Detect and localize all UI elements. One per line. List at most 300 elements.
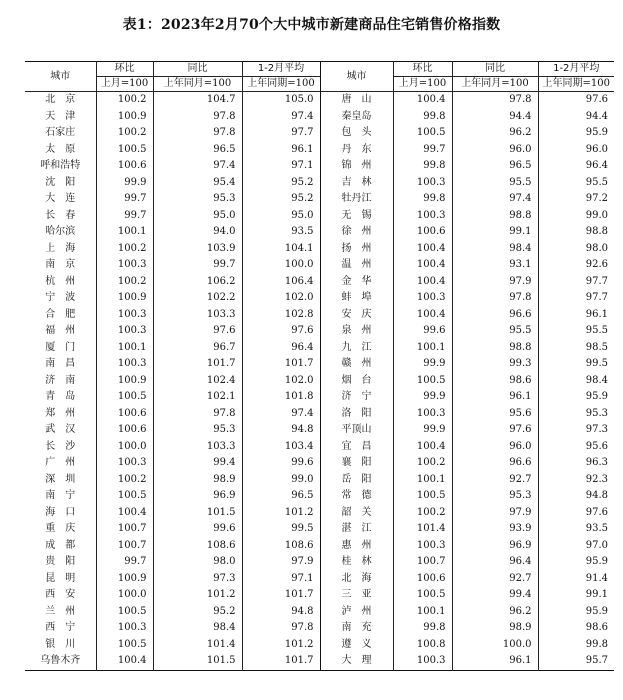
mom-value-cell: 99.7: [393, 142, 452, 159]
yoy-value-cell: 92.7: [452, 472, 538, 489]
mom-value-cell: 100.4: [393, 257, 452, 274]
city-name-cell: 兰 州: [45, 605, 76, 617]
city-name-cell: 济 宁: [320, 389, 393, 406]
table-title: 表1：2023年2月70个大中城市新建商品住宅销售价格指数: [122, 17, 501, 33]
yoy-value-cell: 96.1: [452, 653, 538, 670]
city-name-cell: 石家庄: [45, 127, 76, 139]
mom-value-cell: 100.5: [393, 488, 452, 505]
yoy-value-cell: 92.7: [452, 571, 538, 588]
mom-value-cell: 99.8: [393, 620, 452, 637]
avg-value-cell: 103.4: [242, 439, 320, 456]
yoy-value-cell: 95.3: [153, 422, 242, 439]
avg-value-cell: 101.7: [242, 356, 320, 373]
yoy-value-cell: 95.5: [452, 323, 538, 340]
mom-value-cell: 100.2: [393, 505, 452, 522]
yoy-value-cell: 100.0: [452, 637, 538, 654]
avg-value-cell: 96.1: [242, 142, 320, 159]
city-name-cell: 银 川: [45, 638, 76, 650]
city-name-cell: 西 宁: [45, 622, 76, 634]
table-row: [25, 373, 614, 390]
mom-value-cell: 100.9: [96, 571, 153, 588]
yoy-value-cell: 99.6: [153, 521, 242, 538]
avg-value-cell: 102.0: [242, 373, 320, 390]
yoy-value-cell: 108.6: [153, 538, 242, 555]
avg-base-label-2: 上年同期=100: [538, 77, 614, 92]
table-row: [25, 323, 614, 340]
city-name-cell: 常 德: [320, 488, 393, 505]
mom-value-cell: 100.5: [393, 373, 452, 390]
city-name-cell: 韶 关: [320, 505, 393, 522]
avg-value-cell: 99.1: [538, 587, 614, 604]
mom-value-cell: 100.5: [96, 488, 153, 505]
mom-column-header: 环比: [96, 62, 153, 77]
mom-value-cell: 100.1: [393, 472, 452, 489]
table-row: [25, 604, 614, 621]
mom-value-cell: 99.6: [393, 323, 452, 340]
yoy-value-cell: 97.9: [452, 505, 538, 522]
yoy-value-cell: 95.3: [153, 191, 242, 208]
avg-value-cell: 105.0: [242, 92, 320, 109]
yoy-value-cell: 97.4: [452, 191, 538, 208]
mom-value-cell: 100.9: [96, 290, 153, 307]
city-name-cell: 长 沙: [45, 440, 76, 452]
yoy-value-cell: 96.2: [452, 125, 538, 142]
mom-value-cell: 100.3: [393, 406, 452, 423]
city-name-cell: 厦 门: [45, 341, 76, 353]
yoy-value-cell: 97.6: [452, 422, 538, 439]
mom-value-cell: 100.6: [96, 422, 153, 439]
avg-base-label: 上年同期=100: [242, 77, 320, 92]
avg-value-cell: 93.5: [538, 521, 614, 538]
city-name-cell: 成 都: [45, 539, 76, 551]
city-name-cell: 西 安: [45, 589, 76, 601]
avg-value-cell: 99.5: [242, 521, 320, 538]
yoy-value-cell: 96.9: [153, 488, 242, 505]
mom-value-cell: 100.0: [96, 439, 153, 456]
yoy-value-cell: 103.3: [153, 439, 242, 456]
avg-value-cell: 97.1: [242, 571, 320, 588]
mom-value-cell: 99.9: [393, 389, 452, 406]
mom-value-cell: 100.7: [96, 538, 153, 555]
avg-value-cell: 94.8: [538, 488, 614, 505]
city-name-cell: 广 州: [45, 457, 76, 469]
mom-value-cell: 100.3: [393, 653, 452, 670]
table-row: [25, 472, 614, 489]
city-name-cell: 沈 阳: [45, 176, 76, 188]
yoy-value-cell: 104.7: [153, 92, 242, 109]
avg-value-cell: 95.5: [538, 323, 614, 340]
city-name-cell: 南 充: [320, 620, 393, 637]
avg-value-cell: 95.2: [242, 191, 320, 208]
mom-value-cell: 100.4: [96, 653, 153, 670]
yoy-value-cell: 98.9: [153, 472, 242, 489]
avg-value-cell: 97.6: [242, 323, 320, 340]
mom-value-cell: 100.3: [96, 455, 153, 472]
city-name-cell: 锦 州: [320, 158, 393, 175]
table-row: [25, 290, 614, 307]
yoy-value-cell: 98.4: [153, 620, 242, 637]
mom-value-cell: 100.4: [393, 274, 452, 291]
table-row: [25, 538, 614, 555]
yoy-value-cell: 95.0: [153, 208, 242, 225]
city-name-cell: 大 连: [45, 193, 76, 205]
table-row: [25, 653, 614, 670]
mom-value-cell: 100.5: [96, 142, 153, 159]
mom-value-cell: 100.4: [393, 241, 452, 258]
city-name-cell: 南 宁: [45, 490, 76, 502]
city-name-cell: 乌鲁木齐: [40, 655, 81, 667]
table-row: [25, 389, 614, 406]
avg-value-cell: 97.9: [242, 554, 320, 571]
yoy-value-cell: 94.0: [153, 224, 242, 241]
avg-value-cell: 91.4: [538, 571, 614, 588]
avg-value-cell: 98.4: [538, 373, 614, 390]
table-row: [25, 158, 614, 175]
yoy-value-cell: 106.2: [153, 274, 242, 291]
table-row: [25, 241, 614, 258]
mom-value-cell: 99.8: [393, 191, 452, 208]
mom-value-cell: 100.6: [96, 158, 153, 175]
mom-value-cell: 100.4: [393, 92, 452, 109]
table-row: [25, 191, 614, 208]
yoy-value-cell: 99.3: [452, 356, 538, 373]
mom-value-cell: 100.6: [96, 406, 153, 423]
table-row: [25, 587, 614, 604]
mom-value-cell: 100.2: [96, 241, 153, 258]
table-row: [25, 142, 614, 159]
yoy-value-cell: 97.8: [153, 109, 242, 126]
mom-value-cell: 100.2: [96, 125, 153, 142]
avg-value-cell: 99.0: [242, 472, 320, 489]
city-name-cell: 南 昌: [45, 358, 76, 370]
avg-value-cell: 94.4: [538, 109, 614, 126]
avg-value-cell: 99.8: [538, 637, 614, 654]
city-name-cell: 三 亚: [320, 587, 393, 604]
yoy-value-cell: 101.2: [153, 587, 242, 604]
avg-value-cell: 97.3: [538, 422, 614, 439]
mom-value-cell: 100.9: [96, 373, 153, 390]
table-row: [25, 439, 614, 456]
mom-value-cell: 99.7: [96, 208, 153, 225]
city-name-cell: 宁 波: [45, 292, 76, 304]
yoy-value-cell: 97.6: [153, 323, 242, 340]
city-column-header: 城市: [25, 62, 96, 92]
mom-value-cell: 100.7: [96, 521, 153, 538]
city-name-cell: 深 圳: [45, 473, 76, 485]
city-name-cell: 平顶山: [320, 422, 393, 439]
yoy-value-cell: 101.7: [153, 356, 242, 373]
city-name-cell: 济 南: [45, 374, 76, 386]
city-name-cell: 青 岛: [45, 391, 76, 403]
mom-value-cell: 100.3: [96, 620, 153, 637]
yoy-base-label: 上年同月=100: [153, 77, 242, 92]
avg-value-cell: 98.8: [538, 224, 614, 241]
mom-value-cell: 100.5: [393, 125, 452, 142]
mom-value-cell: 99.7: [96, 554, 153, 571]
mom-value-cell: 100.1: [393, 340, 452, 357]
mom-value-cell: 100.2: [96, 274, 153, 291]
mom-value-cell: 100.1: [393, 604, 452, 621]
yoy-value-cell: 96.6: [452, 307, 538, 324]
avg-value-cell: 100.0: [242, 257, 320, 274]
yoy-value-cell: 97.8: [153, 406, 242, 423]
yoy-value-cell: 96.5: [153, 142, 242, 159]
city-name-cell: 哈尔滨: [45, 226, 76, 238]
city-name-cell: 扬 州: [320, 241, 393, 258]
yoy-value-cell: 97.3: [153, 571, 242, 588]
avg-value-cell: 108.6: [242, 538, 320, 555]
city-name-cell: 赣 州: [320, 356, 393, 373]
mom-value-cell: 100.3: [393, 208, 452, 225]
city-column-header-2: 城市: [320, 62, 393, 92]
yoy-value-cell: 99.7: [153, 257, 242, 274]
yoy-value-cell: 102.2: [153, 290, 242, 307]
city-name-cell: 丹 东: [320, 142, 393, 159]
avg-value-cell: 97.7: [242, 125, 320, 142]
yoy-value-cell: 95.6: [452, 406, 538, 423]
yoy-value-cell: 96.0: [452, 142, 538, 159]
yoy-value-cell: 99.4: [452, 587, 538, 604]
avg-value-cell: 95.2: [242, 175, 320, 192]
city-name-cell: 湛 江: [320, 521, 393, 538]
avg-value-cell: 95.5: [538, 175, 614, 192]
avg-value-cell: 97.6: [538, 505, 614, 522]
city-name-cell: 重 庆: [45, 523, 76, 535]
yoy-value-cell: 102.4: [153, 373, 242, 390]
table-row: [25, 406, 614, 423]
city-name-cell: 桂 林: [320, 554, 393, 571]
city-name-cell: 长 春: [45, 209, 76, 221]
yoy-value-cell: 99.4: [153, 455, 242, 472]
mom-base-label: 上月=100: [96, 77, 153, 92]
avg-value-cell: 97.8: [242, 620, 320, 637]
avg-value-cell: 97.4: [242, 109, 320, 126]
avg-value-cell: 95.6: [538, 439, 614, 456]
yoy-value-cell: 93.9: [452, 521, 538, 538]
mom-column-header-2: 环比: [393, 62, 452, 77]
yoy-value-cell: 97.8: [452, 92, 538, 109]
table-row: [25, 521, 614, 538]
mom-value-cell: 100.3: [393, 290, 452, 307]
city-name-cell: 福 州: [45, 325, 76, 337]
city-name-cell: 徐 州: [320, 224, 393, 241]
city-name-cell: 武 汉: [45, 424, 76, 436]
yoy-value-cell: 98.8: [452, 208, 538, 225]
city-name-cell: 无 锡: [320, 208, 393, 225]
city-name-cell: 贵 阳: [45, 556, 76, 568]
mom-value-cell: 100.3: [96, 323, 153, 340]
mom-value-cell: 100.1: [96, 340, 153, 357]
city-name-cell: 大 理: [320, 653, 393, 670]
city-name-cell: 九 江: [320, 340, 393, 357]
mom-value-cell: 99.9: [393, 422, 452, 439]
avg-value-cell: 92.3: [538, 472, 614, 489]
yoy-value-cell: 97.9: [452, 274, 538, 291]
avg-value-cell: 95.7: [538, 653, 614, 670]
yoy-value-cell: 101.5: [153, 653, 242, 670]
avg-value-cell: 96.3: [538, 455, 614, 472]
yoy-value-cell: 95.5: [452, 175, 538, 192]
city-name-cell: 郑 州: [45, 407, 76, 419]
city-name-cell: 惠 州: [320, 538, 393, 555]
mom-value-cell: 99.8: [393, 109, 452, 126]
table-row: [25, 125, 614, 142]
city-name-cell: 牡丹江: [320, 191, 393, 208]
avg-value-cell: 96.5: [242, 488, 320, 505]
mom-value-cell: 100.7: [393, 554, 452, 571]
mom-value-cell: 100.9: [96, 109, 153, 126]
city-name-cell: 北 海: [320, 571, 393, 588]
avg-value-cell: 106.4: [242, 274, 320, 291]
table-row: [25, 455, 614, 472]
yoy-value-cell: 96.0: [452, 439, 538, 456]
yoy-value-cell: 98.0: [153, 554, 242, 571]
mom-value-cell: 99.8: [393, 158, 452, 175]
avg-value-cell: 97.2: [538, 191, 614, 208]
yoy-value-cell: 98.4: [452, 241, 538, 258]
city-name-cell: 包 头: [320, 125, 393, 142]
table-row: [25, 554, 614, 571]
yoy-column-header: 同比: [153, 62, 242, 77]
city-name-cell: 杭 州: [45, 275, 76, 287]
yoy-value-cell: 95.4: [153, 175, 242, 192]
table-row: [25, 257, 614, 274]
avg-value-cell: 92.6: [538, 257, 614, 274]
yoy-value-cell: 96.2: [452, 604, 538, 621]
yoy-value-cell: 102.1: [153, 389, 242, 406]
mom-value-cell: 99.9: [393, 356, 452, 373]
avg-value-cell: 95.9: [538, 125, 614, 142]
mom-value-cell: 100.4: [393, 439, 452, 456]
table-row: [25, 274, 614, 291]
avg-value-cell: 97.1: [242, 158, 320, 175]
city-name-cell: 遵 义: [320, 637, 393, 654]
mom-value-cell: 99.9: [96, 175, 153, 192]
avg-value-cell: 97.4: [242, 406, 320, 423]
yoy-value-cell: 103.3: [153, 307, 242, 324]
mom-value-cell: 100.3: [96, 257, 153, 274]
yoy-value-cell: 94.4: [452, 109, 538, 126]
yoy-value-cell: 96.7: [153, 340, 242, 357]
yoy-value-cell: 95.3: [452, 488, 538, 505]
mom-value-cell: 100.5: [96, 604, 153, 621]
yoy-value-cell: 96.4: [452, 554, 538, 571]
yoy-value-cell: 97.8: [452, 290, 538, 307]
table-body: [25, 92, 614, 671]
header-row-1: [25, 62, 614, 77]
avg-value-cell: 101.7: [242, 587, 320, 604]
mom-value-cell: 100.6: [393, 571, 452, 588]
avg-value-cell: 96.4: [538, 158, 614, 175]
yoy-value-cell: 93.1: [452, 257, 538, 274]
table-row: [25, 340, 614, 357]
yoy-value-cell: 96.6: [452, 455, 538, 472]
mom-value-cell: 100.2: [393, 455, 452, 472]
avg-value-cell: 97.7: [538, 274, 614, 291]
mom-value-cell: 100.3: [393, 175, 452, 192]
yoy-value-cell: 99.1: [452, 224, 538, 241]
avg-value-cell: 96.1: [538, 307, 614, 324]
mom-value-cell: 100.2: [96, 92, 153, 109]
city-name-cell: 昆 明: [45, 572, 76, 584]
mom-value-cell: 100.3: [96, 307, 153, 324]
avg-value-cell: 101.7: [242, 653, 320, 670]
avg-value-cell: 95.9: [538, 554, 614, 571]
mom-base-label-2: 上月=100: [393, 77, 452, 92]
yoy-value-cell: 101.4: [153, 637, 242, 654]
table-row: [25, 224, 614, 241]
avg-value-cell: 96.4: [242, 340, 320, 357]
mom-value-cell: 100.8: [393, 637, 452, 654]
mom-value-cell: 100.5: [393, 587, 452, 604]
yoy-column-header-2: 同比: [452, 62, 538, 77]
mom-value-cell: 100.5: [96, 637, 153, 654]
table-row: [25, 505, 614, 522]
yoy-value-cell: 96.5: [452, 158, 538, 175]
avg-value-cell: 95.0: [242, 208, 320, 225]
city-name-cell: 唐 山: [320, 92, 393, 109]
yoy-value-cell: 98.9: [452, 620, 538, 637]
yoy-value-cell: 96.9: [452, 538, 538, 555]
mom-value-cell: 100.2: [96, 472, 153, 489]
avg-value-cell: 97.0: [538, 538, 614, 555]
city-name-cell: 天 津: [45, 110, 76, 122]
avg-value-cell: 104.1: [242, 241, 320, 258]
city-name-cell: 襄 阳: [320, 455, 393, 472]
yoy-value-cell: 98.8: [452, 340, 538, 357]
avg-column-header-2: 1-2月平均: [538, 62, 614, 77]
avg-value-cell: 94.8: [242, 604, 320, 621]
mom-value-cell: 100.0: [96, 587, 153, 604]
mom-value-cell: 100.3: [393, 538, 452, 555]
yoy-value-cell: 98.6: [452, 373, 538, 390]
mom-value-cell: 100.5: [96, 389, 153, 406]
city-name-cell: 金 华: [320, 274, 393, 291]
avg-value-cell: 93.5: [242, 224, 320, 241]
city-name-cell: 安 庆: [320, 307, 393, 324]
yoy-value-cell: 103.9: [153, 241, 242, 258]
avg-value-cell: 95.9: [538, 389, 614, 406]
avg-value-cell: 99.6: [242, 455, 320, 472]
avg-value-cell: 94.8: [242, 422, 320, 439]
avg-value-cell: 98.6: [538, 620, 614, 637]
avg-value-cell: 98.5: [538, 340, 614, 357]
mom-value-cell: 100.1: [96, 224, 153, 241]
city-name-cell: 烟 台: [320, 373, 393, 390]
city-name-cell: 北 京: [45, 94, 76, 106]
city-name-cell: 太 原: [45, 143, 76, 155]
yoy-value-cell: 97.4: [153, 158, 242, 175]
mom-value-cell: 100.4: [96, 505, 153, 522]
table-row: [25, 109, 614, 126]
yoy-value-cell: 96.1: [452, 389, 538, 406]
table-row: [25, 307, 614, 324]
avg-value-cell: 96.0: [538, 142, 614, 159]
city-name-cell: 海 口: [45, 506, 76, 518]
price-index-table: [25, 61, 614, 671]
avg-value-cell: 95.3: [538, 406, 614, 423]
city-name-cell: 上 海: [45, 242, 76, 254]
city-name-cell: 呼和浩特: [40, 160, 81, 172]
city-name-cell: 泉 州: [320, 323, 393, 340]
avg-value-cell: 98.0: [538, 241, 614, 258]
yoy-value-cell: 101.5: [153, 505, 242, 522]
table-row: [25, 488, 614, 505]
avg-value-cell: 102.8: [242, 307, 320, 324]
city-name-cell: 秦皇岛: [320, 109, 393, 126]
mom-value-cell: 100.6: [393, 224, 452, 241]
table-row: [25, 571, 614, 588]
